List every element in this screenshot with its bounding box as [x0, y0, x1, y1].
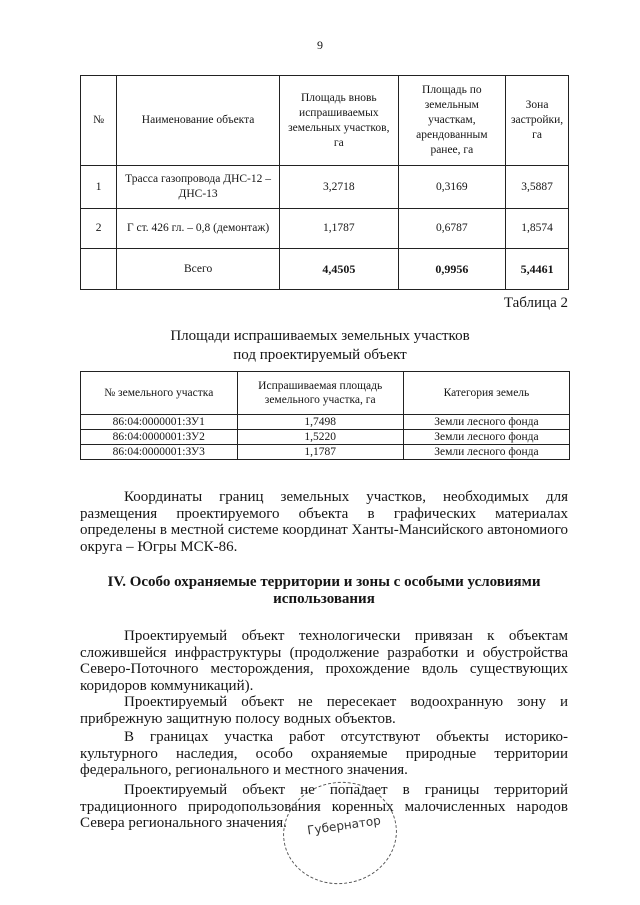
cell-zone: 1,8574 [506, 209, 569, 249]
cell-name: Г ст. 426 гл. – 0,8 (демонтаж) [117, 209, 280, 249]
table-row [81, 415, 570, 430]
header-zone: Зона застройки, га [506, 76, 569, 166]
table-header-row [81, 76, 569, 166]
cell-total-label: Всего [117, 249, 280, 290]
page-number: 9 [317, 38, 323, 52]
cell-plot: 86:04:0000001:ЗУ2 [81, 430, 238, 445]
paragraph-traditional-use: Проектируемый объект не попадает в границы территорий традиционного природопользования коренных малочисленных народов Севера регионального значения. [80, 782, 568, 831]
table-row [81, 166, 569, 209]
cell-name: Трасса газопровода ДНС-12 – ДНС-13 [117, 166, 280, 209]
land-area-table [80, 75, 569, 290]
cell-new-area: 3,2718 [280, 166, 398, 209]
table-row [81, 430, 570, 445]
table-title-line2: под проектируемый объект [233, 347, 407, 363]
paragraph-water-zone: Проектируемый объект не пересекает водоохранную зону и прибрежную защитную полосу водных объектов. [80, 694, 568, 727]
table-caption: Таблица 2 [503, 295, 568, 311]
cell-category: Земли лесного фонда [403, 415, 569, 430]
cell-category: Земли лесного фонда [403, 445, 569, 460]
cell-zone: 3,5887 [506, 166, 569, 209]
coordinates-paragraph: Координаты границ земельных участков, необходимых для размещения проектируемого объекта в графических материалах определены в местной системе координат Ханты-Мансийского автономиого округа – Югры МСК-86. [80, 489, 568, 555]
section-heading: IV. Особо охраняемые территории и зоны с особыми условиями использования [107, 574, 541, 607]
header-leased-area: Площадь по земельным участкам, арендованным ранее, га [398, 76, 506, 166]
table-title [0, 327, 640, 365]
cell-category: Земли лесного фонда [403, 430, 569, 445]
table-total-row [81, 249, 569, 290]
paragraph-heritage: В границах участка работ отсутствуют объекты историко-культурного наследия, особо охраняемые природные территории федерального, регионального и местного значения. [80, 729, 568, 778]
cell-empty [81, 249, 117, 290]
cell-area: 1,1787 [237, 445, 403, 460]
cell-total-leased-area: 0,9956 [398, 249, 506, 290]
cell-no: 2 [81, 209, 117, 249]
cell-leased-area: 0,6787 [398, 209, 506, 249]
table-row [81, 445, 570, 460]
stamp-text: Губернатор [306, 813, 382, 838]
cell-new-area: 1,1787 [280, 209, 398, 249]
cell-plot: 86:04:0000001:ЗУ3 [81, 445, 238, 460]
table-row [81, 209, 569, 249]
cell-no: 1 [81, 166, 117, 209]
cell-leased-area: 0,3169 [398, 166, 506, 209]
cell-area: 1,5220 [237, 430, 403, 445]
header-new-area: Площадь вновь испрашиваемых земельных участков, га [280, 76, 398, 166]
header-object-name: Наименование объекта [117, 76, 280, 166]
header-land-category: Категория земель [403, 372, 569, 415]
header-no: № [81, 76, 117, 166]
table-title-line1: Площади испрашиваемых земельных участков [170, 328, 470, 344]
cell-plot: 86:04:0000001:ЗУ1 [81, 415, 238, 430]
header-requested-area: Испрашиваемая площадь земельного участка, га [237, 372, 403, 415]
cell-total-new-area: 4,4505 [280, 249, 398, 290]
paragraph-infrastructure: Проектируемый объект технологически привязан к объектам сложившейся инфраструктуры (продолжение разработки и обустройства Северо-Поточного месторождения, прохождение вдоль существующих коридоров коммуникаций). [80, 628, 568, 694]
cell-total-zone: 5,4461 [506, 249, 569, 290]
header-plot-number: № земельного участка [81, 372, 238, 415]
table-header-row [81, 372, 570, 415]
cell-area: 1,7498 [237, 415, 403, 430]
plots-table [80, 371, 570, 460]
